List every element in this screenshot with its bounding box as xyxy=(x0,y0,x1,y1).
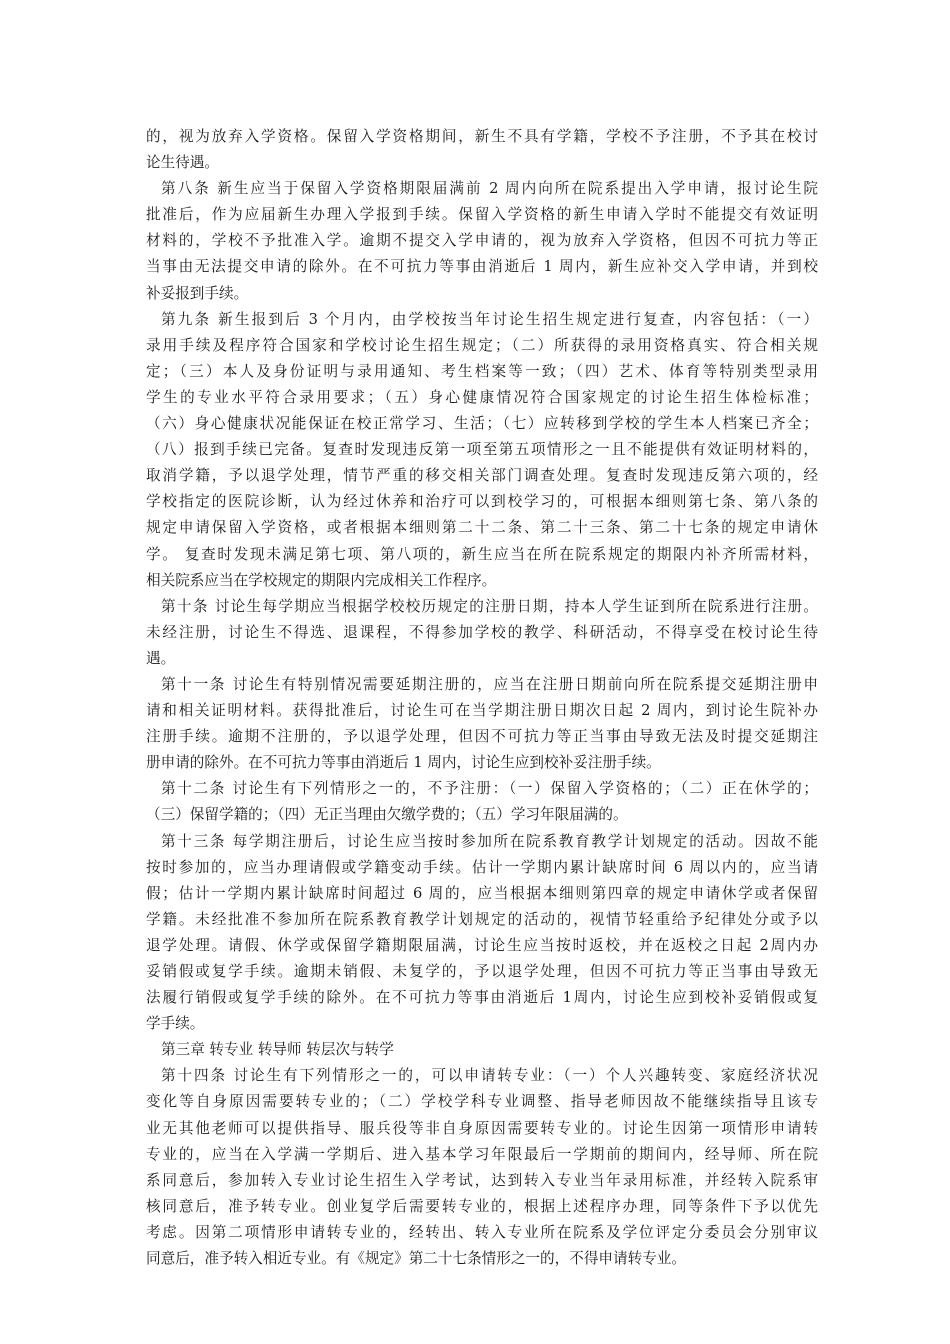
text-line: 的，视为放弃入学资格。保留入学资格期间，新生不具有学籍，学校不予注册，不予其在校讨 xyxy=(146,128,818,145)
text-line: 按时参加的，应当办理请假或学籍变动手续。估计一学期内累计缺席时间 6 周以内的，应当请 xyxy=(146,858,818,876)
article-13 xyxy=(146,829,818,1038)
text-line: 未经注册，讨论生不得选、退课程，不得参加学校的教学、科研活动，不得享受在校讨论生待 xyxy=(146,623,818,641)
text-line: 注册手续。逾期不注册的，予以退学处理，但因不可抗力等正当事由导致无法及时提交延期注 xyxy=(146,728,818,746)
text-line: 专业的，应当在入学满一学期后、进入基本学习年限最后一学期前的期间内，经导师、所在院 xyxy=(146,1145,818,1163)
text-line: 变化等自身原因需要转专业的；（二）学校学科专业调整、指导老师因故不能继续指导且该专 xyxy=(146,1093,818,1111)
text-line: 相关院系应当在学校规定的期限内完成相关工作程序。 xyxy=(146,571,497,589)
text-line: 法履行销假或复学手续的除外。在不可抗力等事由消逝后 1周内，讨论生应到校补妥销假或复 xyxy=(146,989,818,1007)
article-9 xyxy=(146,307,818,594)
text-line: 定；（三）本人及身份证明与录用通知、考生档案等一致；（四）艺术、体育等特别类型录用 xyxy=(146,362,818,380)
text-line: 核同意后，准予转专业。创业复学后需要转专业的，根据上述程序办理，同等条件下予以优先 xyxy=(146,1197,818,1215)
text-line: 业无其他老师可以提供指导、服兵役等非自身原因需要转专业的。讨论生因第一项情形申请转 xyxy=(146,1119,818,1137)
text-line: 系同意后，参加转入专业讨论生招生入学考试，达到转入专业当年录用标准，并经转入院系审 xyxy=(146,1171,818,1189)
article-12 xyxy=(146,776,818,828)
text-line: 学生的专业水平符合录用要求；（五）身心健康情况符合国家规定的讨论生招生体检标准； xyxy=(146,388,818,406)
text-line: （六）身心健康状况能保证在校正常学习、生活；（七）应转移到学校的学生本人档案已齐全； xyxy=(146,415,818,433)
document-page xyxy=(146,124,818,1272)
text-line: 妥销假或复学手续。逾期未销假、未复学的，予以退学处理，但因不可抗力等正当事由导致无 xyxy=(146,963,818,980)
text-line: 录用手续及程序符合国家和学校讨论生招生规定；（二）所获得的录用资格真实、符合相关规 xyxy=(146,336,818,354)
text-line: 第十二条 讨论生有下列情形之一的，不予注册：（一）保留入学资格的；（二）正在休学的； xyxy=(161,780,818,798)
text-line: 论生待遇。 xyxy=(146,154,219,172)
text-line: 学籍。未经批准不参加所在院系教育教学计划规定的活动的，视情节轻重给予纪律处分或予以 xyxy=(146,910,818,928)
text-line: 第十一条 讨论生有特别情况需要延期注册的，应当在注册日期前向所在院系提交延期注册申 xyxy=(161,675,818,693)
text-line: 请和相关证明材料。获得批准后，讨论生可在当学期注册日期次日起 2 周内，到讨论生院补办 xyxy=(146,702,818,720)
text-line: 第十条 讨论生每学期应当根据学校校历规定的注册日期，持本人学生证到所在院系进行注册。 xyxy=(161,597,818,615)
paragraph-continuation xyxy=(146,124,818,176)
text-line: 册申请的除外。在不可抗力等事由消逝后 1 周内，讨论生应到校补妥注册手续。 xyxy=(146,754,661,772)
text-line: 材料的，学校不予批准入学。逾期不提交入学申请的，视为放弃入学资格，但因不可抗力等正 xyxy=(146,232,818,250)
text-line: 第九条 新生报到后 3 个月内，由学校按当年讨论生招生规定进行复查，内容包括：（一） xyxy=(161,310,818,328)
text-line: 同意后，准予转入相近专业。有《规定》第二十七条情形之一的，不得申请转专业。 xyxy=(146,1250,686,1268)
text-line: 假；估计一学期内累计缺席时间超过 6 周的，应当根据本细则第四章的规定申请休学或者保留 xyxy=(146,884,818,902)
text-line: 考虑。因第二项情形申请转专业的，经转出、转入专业所在院系及学位评定分委员会分别审议 xyxy=(146,1223,818,1241)
text-line: 第十四条 讨论生有下列情形之一的，可以申请转专业：（一）个人兴趣转变、家庭经济状况 xyxy=(161,1067,818,1085)
text-line: 学手续。 xyxy=(146,1015,205,1033)
text-line: （八）报到手续已完备。复查时发现违反第一项至第五项情形之一且不能提供有效证明材料的， xyxy=(146,441,818,459)
text-line: （三）保留学籍的；（四）无正当理由欠缴学费的；（五）学习年限届满的。 xyxy=(146,806,628,824)
chapter-3-heading xyxy=(146,1037,818,1063)
text-line: 批准后，作为应届新生办理入学报到手续。保留入学资格的新生申请入学时不能提交有效证明 xyxy=(146,206,818,224)
chapter-heading: 第三章 转专业 转导师 转层次与转学 xyxy=(161,1041,394,1059)
text-line: 补妥报到手续。 xyxy=(146,284,249,302)
text-line: 第十三条 每学期注册后，讨论生应当按时参加所在院系教育教学计划规定的活动。因故不能 xyxy=(161,832,818,850)
text-line: 第八条 新生应当于保留入学资格期限届满前 2 周内向所在院系提出入学申请，报讨论生院 xyxy=(161,180,818,198)
text-line: 学校指定的医院诊断，认为经过休养和治疗可以到校学习的，可根据本细则第七条、第八条的 xyxy=(146,493,818,511)
article-14 xyxy=(146,1063,818,1272)
text-line: 遇。 xyxy=(146,649,176,667)
text-line: 学。 复查时发现未满足第七项、第八项的，新生应当在所在院系规定的期限内补齐所需材料， xyxy=(146,545,818,563)
text-line: 退学处理。请假、休学或保留学籍期限届满，讨论生应当按时返校，并在返校之日起 2周内办 xyxy=(146,936,818,954)
article-11 xyxy=(146,672,818,776)
text-line: 取消学籍，予以退学处理，情节严重的移交相关部门调查处理。复查时发现违反第六项的，经 xyxy=(146,467,818,485)
text-line: 当事由无法提交申请的除外。在不可抗力等事由消逝后 1 周内，新生应补交入学申请，并到校 xyxy=(146,258,818,276)
text-line: 规定申请保留入学资格，或者根据本细则第二十二条、第二十三条、第二十七条的规定申请休 xyxy=(146,519,818,537)
article-10 xyxy=(146,594,818,672)
article-8 xyxy=(146,176,818,306)
